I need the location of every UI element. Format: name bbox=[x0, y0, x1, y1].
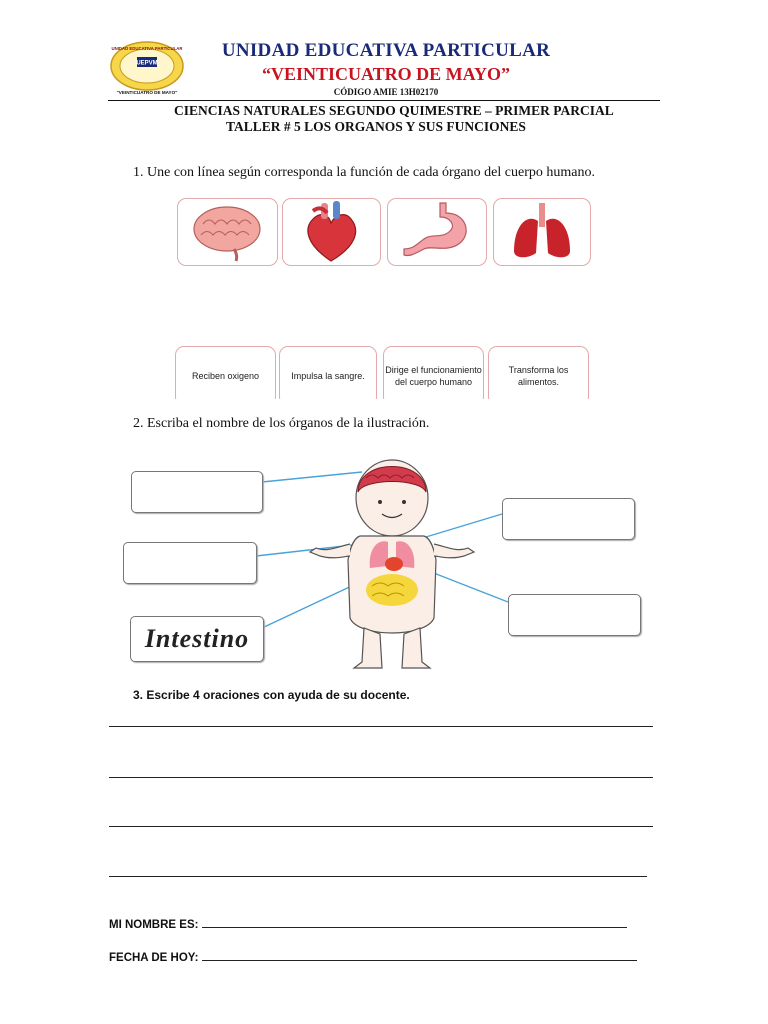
school-motto: “VEINTICUATRO DE MAYO” bbox=[261, 64, 511, 84]
answer-box-stomach[interactable] bbox=[508, 594, 641, 636]
lungs-icon bbox=[494, 199, 590, 265]
workshop-title: TALLER # 5 LOS ORGANOS Y SUS FUNCIONES bbox=[226, 119, 526, 134]
function-card-1[interactable]: Reciben oxigeno bbox=[175, 346, 276, 406]
name-line[interactable] bbox=[202, 917, 627, 928]
school-code: CÓDIGO AMIE 13H02170 bbox=[333, 87, 439, 97]
cards-crop-mask bbox=[170, 399, 600, 409]
function-card-4[interactable]: Transforma los alimentos. bbox=[488, 346, 589, 406]
question-2: 2. Escriba el nombre de los órganos de la ilustración. bbox=[133, 416, 430, 431]
svg-text:"VEINTICUATRO DE MAYO": "VEINTICUATRO DE MAYO" bbox=[116, 90, 178, 95]
brain-icon bbox=[178, 199, 277, 265]
school-logo bbox=[106, 38, 188, 98]
question-3: 3. Escribe 4 oraciones con ayuda de su docente. bbox=[133, 688, 410, 702]
answer-box-brain[interactable] bbox=[131, 471, 263, 513]
date-field bbox=[109, 950, 637, 964]
school-header bbox=[206, 40, 566, 97]
name-label: MI NOMBRE ES: bbox=[109, 919, 199, 931]
heart-icon bbox=[283, 199, 380, 265]
answer-box-heart[interactable] bbox=[502, 498, 635, 540]
body-illustration bbox=[230, 448, 530, 670]
svg-text:UEPVM: UEPVM bbox=[136, 60, 158, 67]
school-name: UNIDAD EDUCATIVA PARTICULAR bbox=[221, 40, 551, 61]
subject-title: CIENCIAS NATURALES SEGUNDO QUIMESTRE – PRIMER PARCIAL bbox=[174, 103, 614, 118]
answer-box-intestine: Intestino bbox=[130, 616, 264, 662]
question-1: 1. Une con línea según corresponda la función de cada órgano del cuerpo humano. bbox=[133, 165, 595, 180]
date-label: FECHA DE HOY: bbox=[109, 952, 199, 964]
writing-line-4[interactable] bbox=[109, 876, 647, 877]
organ-card-lungs[interactable] bbox=[493, 198, 591, 266]
function-card-2[interactable]: Impulsa la sangre. bbox=[279, 346, 377, 406]
writing-line-2[interactable] bbox=[109, 777, 653, 778]
writing-line-1[interactable] bbox=[109, 726, 653, 727]
name-field bbox=[109, 917, 627, 931]
organ-card-brain[interactable] bbox=[177, 198, 278, 266]
writing-line-3[interactable] bbox=[109, 826, 653, 827]
subject-block bbox=[108, 103, 668, 135]
stomach-icon bbox=[388, 199, 486, 265]
organ-card-stomach[interactable] bbox=[387, 198, 487, 266]
organ-card-heart[interactable] bbox=[282, 198, 381, 266]
function-card-3[interactable]: Dirige el funcionamiento del cuerpo humano bbox=[383, 346, 484, 406]
answer-box-lungs[interactable] bbox=[123, 542, 257, 584]
header-divider bbox=[108, 100, 660, 101]
date-line[interactable] bbox=[202, 950, 637, 961]
svg-text:UNIDAD EDUCATIVA PARTICULAR: UNIDAD EDUCATIVA PARTICULAR bbox=[111, 46, 183, 51]
